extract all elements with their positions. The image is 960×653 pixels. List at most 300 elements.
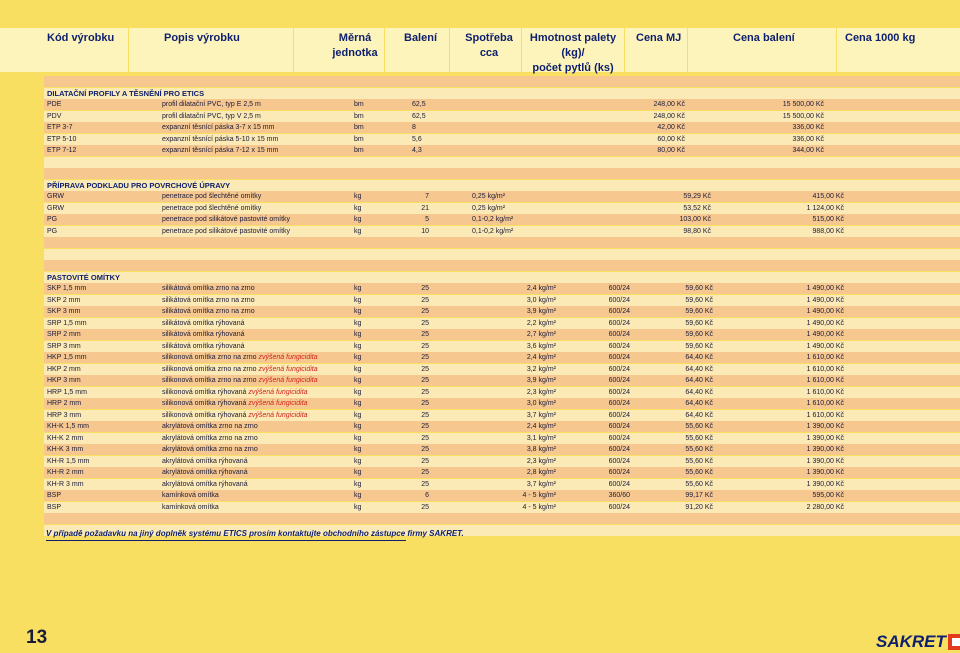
table-row: [44, 295, 960, 306]
table-row: [44, 329, 960, 340]
cell-desc-note: zvýšená fungicidita: [248, 400, 308, 407]
cell-code: GRW: [47, 193, 64, 200]
cell-c1000: 1 390,00 Kč: [806, 480, 844, 488]
cell-cmj: 55,60 Kč: [685, 423, 713, 430]
cell-desc-text: silikonová omítka rýhovaná: [162, 411, 249, 419]
cell-code: KH-K 2 mm: [47, 434, 84, 442]
cell-cmj: 248,00 Kč: [653, 112, 685, 120]
table-row: [44, 122, 960, 133]
cell-unit: kg: [354, 227, 362, 235]
header-hmotnost: [524, 31, 622, 76]
cell-pack: 25: [421, 354, 429, 361]
cell-pal: 360/60: [608, 492, 630, 499]
cell-unit: kg: [354, 331, 362, 338]
cell-unit: bm: [354, 135, 364, 143]
cell-cons: 3,8 kg/m²: [526, 446, 556, 453]
cell-desc-text: silikonová omítka zrno na zrno: [162, 377, 259, 384]
cell-cmj: 103,00 Kč: [679, 216, 711, 223]
sakret-logo: [876, 631, 960, 653]
cell-cons: 3,2 kg/m²: [526, 365, 556, 373]
cell-c1000: 1 390,00 Kč: [806, 469, 844, 476]
cell-code: SRP 3 mm: [47, 342, 81, 350]
cell-code: ETP 3-7: [47, 124, 73, 131]
cell-pal: 600/24: [608, 377, 630, 384]
header-divider: [128, 28, 129, 72]
cell-unit: kg: [354, 285, 362, 292]
cell-cmj: 55,60 Kč: [685, 480, 713, 488]
header-divider: [449, 28, 450, 72]
cell-pack: 6: [425, 492, 429, 499]
cell-desc: penetrace pod šlechtěné omítky: [162, 193, 262, 200]
cell-c1000: 1 390,00 Kč: [806, 446, 844, 453]
cell-pack: 62,5: [412, 101, 426, 108]
cell-pack: 25: [421, 469, 429, 476]
cell-unit: bm: [354, 101, 364, 108]
cell-code: SKP 3 mm: [47, 308, 81, 315]
header-hmotnost-line2: počet pytlů (ks): [532, 62, 614, 74]
cell-cbal: 15 500,00 Kč: [782, 112, 824, 120]
cell-unit: kg: [354, 480, 362, 488]
cell-cons: 3,1 kg/m²: [526, 434, 556, 442]
table-row: [44, 191, 960, 202]
cell-desc: silikátová omítka zrno na zrno: [162, 308, 255, 315]
cell-code: PDE: [47, 101, 62, 108]
cell-unit: kg: [354, 503, 362, 511]
header-divider: [624, 28, 625, 72]
cell-desc: silikátová omítka zrno na zrno: [162, 296, 255, 304]
cell-cmj: 80,00 Kč: [657, 147, 685, 154]
cell-cmj: 64,40 Kč: [685, 377, 713, 384]
header-kod: Kód výrobku: [47, 32, 115, 44]
cell-code: SKP 1,5 mm: [47, 285, 87, 292]
section-header: [44, 272, 960, 283]
cell-code: HRP 1,5 mm: [47, 388, 87, 396]
cell-code: HKP 2 mm: [47, 365, 81, 373]
cell-unit: kg: [354, 457, 362, 465]
cell-cmj: 59,60 Kč: [685, 296, 713, 304]
cell-code: HKP 3 mm: [47, 377, 81, 384]
cell-pal: 600/24: [608, 342, 630, 350]
cell-c1000: 1 490,00 Kč: [806, 319, 844, 327]
table-row: [44, 456, 960, 467]
table-spacer-row: [44, 168, 960, 179]
cell-pal: 600/24: [608, 319, 630, 327]
cell-c1000: 1 490,00 Kč: [806, 342, 844, 350]
cell-code: KH-K 1,5 mm: [47, 423, 90, 430]
cell-cbal: 344,00 Kč: [792, 147, 824, 154]
cell-desc: profil dilatační PVC, typ V 2,5 m: [162, 112, 261, 120]
cell-pal: 600/24: [608, 446, 630, 453]
cell-pack: 25: [421, 377, 429, 384]
section-title: PŘÍPRAVA PODKLADU PRO POVRCHOVÉ ÚPRAVY: [47, 180, 231, 190]
cell-cmj: 64,40 Kč: [685, 365, 713, 373]
cell-desc-text: silikonová omítka zrno na zrno: [162, 354, 259, 361]
cell-unit: kg: [354, 342, 362, 350]
cell-unit: kg: [354, 411, 362, 419]
cell-c1000: 1 390,00 Kč: [806, 434, 844, 442]
table-row: [44, 490, 960, 501]
cell-cmj: 64,40 Kč: [685, 388, 713, 396]
table-row: [44, 352, 960, 363]
cell-c1000: 1 610,00 Kč: [806, 377, 844, 384]
cell-cons: 3,9 kg/m²: [526, 377, 556, 384]
cell-desc: expanzní těsnící páska 5-10 x 15 mm: [162, 135, 279, 143]
cell-pack: 62,5: [412, 112, 426, 120]
cell-desc-note: zvýšená fungicidita: [258, 377, 318, 384]
cell-desc: [162, 398, 308, 409]
header-popis: Popis výrobku: [164, 32, 240, 44]
cell-cons: 2,4 kg/m²: [526, 354, 556, 361]
cell-code: PG: [47, 227, 58, 235]
footer-note: V případě požadavku na jiný doplněk systému ETICS prosím kontaktujte obchodního zástupce firmy SAKRET.: [46, 529, 464, 538]
cell-pal: 600/24: [608, 388, 630, 396]
cell-cmj: 59,29 Kč: [683, 193, 711, 200]
logo-mark-icon: [948, 634, 960, 650]
cell-desc: penetrace pod šlechtěné omítky: [162, 204, 262, 212]
cell-unit: kg: [354, 492, 362, 499]
cell-unit: kg: [354, 388, 362, 396]
cell-pack: 25: [421, 503, 429, 511]
cell-pal: 600/24: [608, 296, 630, 304]
cell-cmj: 55,60 Kč: [685, 434, 713, 442]
cell-pal: 600/24: [608, 469, 630, 476]
cell-cbal: 515,00 Kč: [812, 216, 844, 223]
cell-unit: kg: [354, 308, 362, 315]
cell-code: HRP 2 mm: [47, 400, 82, 407]
cell-unit: kg: [354, 469, 362, 476]
table-row: [44, 433, 960, 444]
section-header: [44, 88, 960, 99]
cell-unit: kg: [354, 193, 362, 200]
cell-pack: 25: [421, 365, 429, 373]
cell-pal: 600/24: [608, 480, 630, 488]
header-spotreba-line1: Spotřeba: [465, 32, 513, 44]
cell-code: GRW: [47, 204, 64, 212]
cell-code: PG: [47, 216, 58, 223]
cell-code: KH-R 3 mm: [47, 480, 84, 488]
cell-code: SRP 1,5 mm: [47, 319, 87, 327]
cell-cons: 0,25 kg/m²: [472, 193, 506, 200]
header-cena-mj: Cena MJ: [636, 32, 682, 44]
cell-code: BSP: [47, 492, 62, 499]
cell-c1000: 1 390,00 Kč: [806, 457, 844, 465]
cell-cmj: 59,60 Kč: [685, 342, 713, 350]
cell-cmj: 53,52 Kč: [683, 204, 711, 212]
cell-code: BSP: [47, 503, 62, 511]
section-title: PASTOVITÉ OMÍTKY: [47, 272, 121, 282]
cell-pal: 600/24: [608, 365, 630, 373]
cell-cmj: 248,00 Kč: [653, 101, 685, 108]
cell-cons: 4 - 5 kg/m²: [522, 492, 556, 499]
table-row: [44, 421, 960, 432]
cell-cons: 0,1-0,2 kg/m²: [472, 227, 514, 235]
table-spacer-row: [44, 76, 960, 87]
header-divider: [293, 28, 294, 72]
cell-code: KH-R 2 mm: [47, 469, 84, 476]
cell-cons: 2,2 kg/m²: [526, 319, 556, 327]
table-row: [44, 111, 960, 122]
cell-cmj: 64,40 Kč: [685, 411, 713, 419]
cell-cmj: 91,20 Kč: [685, 503, 713, 511]
cell-c1000: 1 610,00 Kč: [806, 354, 844, 361]
cell-cmj: 59,60 Kč: [685, 319, 713, 327]
table-row: [44, 203, 960, 214]
table-spacer-row: [44, 513, 960, 524]
cell-cbal: 15 500,00 Kč: [782, 101, 824, 108]
cell-cmj: 59,60 Kč: [685, 285, 713, 292]
cell-unit: kg: [354, 216, 362, 223]
table-row: [44, 283, 960, 294]
cell-cons: 2,3 kg/m²: [526, 388, 556, 396]
cell-c1000: 1 610,00 Kč: [806, 388, 844, 396]
table-row: [44, 364, 960, 375]
cell-desc: akrylátová omítka rýhovaná: [162, 469, 248, 476]
cell-code: HKP 1,5 mm: [47, 354, 87, 361]
cell-desc-note: zvýšená fungicidita: [258, 354, 318, 361]
cell-desc: silikátová omítka rýhovaná: [162, 319, 245, 327]
logo-text: SAKRET: [876, 632, 946, 651]
table-row: [44, 467, 960, 478]
cell-code: PDV: [47, 112, 62, 120]
section-header: [44, 180, 960, 191]
table-spacer-row: [44, 157, 960, 168]
cell-pal: 600/24: [608, 423, 630, 430]
cell-desc-note: zvýšená fungicidita: [248, 388, 308, 396]
cell-pack: 25: [421, 423, 429, 430]
cell-pal: 600/24: [608, 411, 630, 419]
cell-c1000: 1 610,00 Kč: [806, 411, 844, 419]
cell-cbal: 336,00 Kč: [792, 124, 824, 131]
cell-desc: expanzní těsnící páska 3-7 x 15 mm: [162, 124, 275, 131]
header-baleni: Balení: [404, 32, 438, 44]
table-spacer-row: [44, 260, 960, 271]
cell-unit: bm: [354, 124, 364, 131]
cell-unit: bm: [354, 147, 364, 154]
cell-code: SRP 2 mm: [47, 331, 81, 338]
cell-cbal: 336,00 Kč: [792, 135, 824, 143]
cell-c1000: 1 490,00 Kč: [806, 331, 844, 338]
cell-unit: bm: [354, 112, 364, 120]
cell-cmj: 98,80 Kč: [683, 227, 711, 235]
cell-c1000: 2 280,00 Kč: [806, 503, 844, 511]
cell-desc: profil dilatační PVC, typ E 2,5 m: [162, 101, 261, 108]
cell-pack: 7: [425, 193, 429, 200]
table-row: [44, 99, 960, 110]
cell-pack: 25: [421, 400, 429, 407]
cell-cons: 3,0 kg/m²: [526, 296, 556, 304]
header-spotreba: [460, 31, 518, 61]
cell-desc-note: zvýšená fungicidita: [258, 365, 318, 373]
header-merna-line1: Měrná: [338, 32, 372, 44]
cell-unit: kg: [354, 377, 362, 384]
cell-pack: 21: [421, 204, 429, 212]
cell-cmj: 60,00 Kč: [657, 135, 685, 143]
cell-pack: 8: [412, 124, 416, 131]
cell-code: ETP 7-12: [47, 147, 77, 154]
cell-desc-text: silikonová omítka rýhovaná: [162, 400, 249, 407]
header-merna-line2: jednotka: [332, 47, 378, 59]
cell-pack: 25: [421, 480, 429, 488]
cell-cmj: 55,60 Kč: [685, 457, 713, 465]
cell-code: KH-K 3 mm: [47, 446, 84, 453]
cell-pack: 25: [421, 446, 429, 453]
cell-c1000: 1 490,00 Kč: [806, 308, 844, 315]
cell-cmj: 55,60 Kč: [685, 446, 713, 453]
table-row: [44, 387, 960, 398]
cell-pack: 25: [421, 411, 429, 419]
cell-pack: 10: [421, 227, 429, 235]
cell-desc: silikátová omítka rýhovaná: [162, 331, 245, 338]
table-row: [44, 134, 960, 145]
table-row: [44, 306, 960, 317]
cell-code: HRP 3 mm: [47, 411, 82, 419]
table-spacer-row: [44, 249, 960, 260]
cell-desc: [162, 410, 308, 421]
cell-cons: 2,4 kg/m²: [526, 423, 556, 430]
cell-cmj: 99,17 Kč: [685, 492, 713, 499]
table-row: [44, 318, 960, 329]
cell-desc: akrylátová omítka rýhovaná: [162, 480, 248, 488]
cell-cons: 3,6 kg/m²: [526, 342, 556, 350]
cell-desc: kamínková omítka: [162, 503, 219, 511]
cell-desc-note: zvýšená fungicidita: [248, 411, 308, 419]
cell-cons: 4 - 5 kg/m²: [522, 503, 556, 511]
cell-pack: 5,6: [412, 135, 422, 143]
table-row: [44, 214, 960, 225]
cell-pack: 25: [421, 296, 429, 304]
cell-code: KH-R 1,5 mm: [47, 457, 90, 465]
table-row: [44, 444, 960, 455]
header-hmotnost-line1: Hmotnost palety (kg)/: [529, 32, 617, 59]
cell-cons: 3,7 kg/m²: [526, 411, 556, 419]
cell-unit: kg: [354, 446, 362, 453]
cell-cons: 2,7 kg/m²: [526, 331, 556, 338]
cell-desc: [162, 352, 318, 363]
section-title: DILATAČNÍ PROFILY A TĚSNĚNÍ PRO ETICS: [47, 88, 205, 98]
page-number: 13: [26, 627, 48, 648]
header-cena-1000: Cena 1000 kg: [845, 32, 916, 44]
cell-code: ETP 5-10: [47, 135, 77, 143]
table-row: [44, 375, 960, 386]
cell-pack: 25: [421, 319, 429, 327]
cell-pack: 25: [421, 342, 429, 350]
cell-pack: 25: [421, 285, 429, 292]
cell-desc: kamínková omítka: [162, 492, 219, 499]
cell-unit: kg: [354, 354, 362, 361]
table-row: [44, 502, 960, 513]
cell-c1000: 1 390,00 Kč: [806, 423, 844, 430]
cell-pal: 600/24: [608, 503, 630, 511]
header-merna: [320, 31, 390, 61]
cell-desc-text: silikonová omítka zrno na zrno: [162, 365, 259, 373]
cell-unit: kg: [354, 319, 362, 327]
table-row: [44, 145, 960, 156]
cell-desc: akrylátová omítka zrno na zrno: [162, 446, 258, 453]
cell-cons: 0,1-0,2 kg/m²: [472, 216, 514, 223]
cell-pal: 600/24: [608, 457, 630, 465]
cell-pack: 25: [421, 388, 429, 396]
cell-unit: kg: [354, 423, 362, 430]
cell-pal: 600/24: [608, 400, 630, 407]
cell-cbal: 988,00 Kč: [812, 227, 844, 235]
cell-desc: [162, 364, 318, 375]
cell-desc: [162, 375, 318, 386]
header-spotreba-line2: cca: [479, 47, 499, 59]
header-divider: [836, 28, 837, 72]
cell-desc: expanzní těsnící páska 7-12 x 15 mm: [162, 147, 279, 154]
cell-cbal: 415,00 Kč: [812, 193, 844, 200]
cell-c1000: 1 610,00 Kč: [806, 365, 844, 373]
cell-pal: 600/24: [608, 354, 630, 361]
cell-pack: 25: [421, 308, 429, 315]
table-row: [44, 398, 960, 409]
cell-cmj: 55,60 Kč: [685, 469, 713, 476]
cell-pal: 600/24: [608, 331, 630, 338]
table-row: [44, 479, 960, 490]
cell-unit: kg: [354, 400, 362, 407]
cell-unit: kg: [354, 365, 362, 373]
header-cena-baleni: Cena balení: [733, 32, 795, 44]
cell-cons: 3,0 kg/m²: [526, 400, 556, 407]
cell-cmj: 59,60 Kč: [685, 308, 713, 315]
cell-c1000: 1 490,00 Kč: [806, 285, 844, 292]
cell-unit: kg: [354, 204, 362, 212]
cell-pack: 5: [425, 216, 429, 223]
cell-desc: akrylátová omítka rýhovaná: [162, 457, 248, 465]
cell-cons: 3,7 kg/m²: [526, 480, 556, 488]
table-row: [44, 341, 960, 352]
cell-desc: penetrace pod silikátové pastovité omítky: [162, 216, 291, 223]
cell-pal: 600/24: [608, 434, 630, 442]
cell-desc: penetrace pod silikátové pastovité omítky: [162, 227, 291, 235]
cell-cmj: 42,00 Kč: [657, 124, 685, 131]
table-row: [44, 410, 960, 421]
cell-desc: akrylátová omítka zrno na zrno: [162, 434, 258, 442]
cell-cmj: 64,40 Kč: [685, 354, 713, 361]
cell-cmj: 59,60 Kč: [685, 331, 713, 338]
cell-cons: 0,25 kg/m²: [472, 204, 506, 212]
cell-desc-text: silikonová omítka rýhovaná: [162, 388, 249, 396]
cell-cmj: 64,40 Kč: [685, 400, 713, 407]
cell-pal: 600/24: [608, 285, 630, 292]
cell-cbal: 1 124,00 Kč: [806, 204, 844, 212]
cell-c1000: 1 490,00 Kč: [806, 296, 844, 304]
footer-note-underline: [46, 540, 406, 541]
cell-c1000: 595,00 Kč: [812, 492, 844, 499]
cell-unit: kg: [354, 434, 362, 442]
header-divider: [687, 28, 688, 72]
cell-cons: 2,8 kg/m²: [526, 469, 556, 476]
cell-pack: 25: [421, 434, 429, 442]
cell-desc: akrylátová omítka zrno na zrno: [162, 423, 258, 430]
header-divider: [521, 28, 522, 72]
cell-cons: 2,4 kg/m²: [526, 285, 556, 292]
cell-pack: 4,3: [412, 147, 422, 154]
table-row: [44, 226, 960, 237]
cell-desc: [162, 387, 308, 398]
table-spacer-row: [44, 237, 960, 248]
cell-pal: 600/24: [608, 308, 630, 315]
cell-cons: 2,3 kg/m²: [526, 457, 556, 465]
cell-desc: silikátová omítka zrno na zrno: [162, 285, 255, 292]
cell-code: SKP 2 mm: [47, 296, 81, 304]
cell-c1000: 1 610,00 Kč: [806, 400, 844, 407]
cell-pack: 25: [421, 457, 429, 465]
cell-cons: 3,9 kg/m²: [526, 308, 556, 315]
cell-unit: kg: [354, 296, 362, 304]
cell-pack: 25: [421, 331, 429, 338]
cell-desc: silikátová omítka rýhovaná: [162, 342, 245, 350]
